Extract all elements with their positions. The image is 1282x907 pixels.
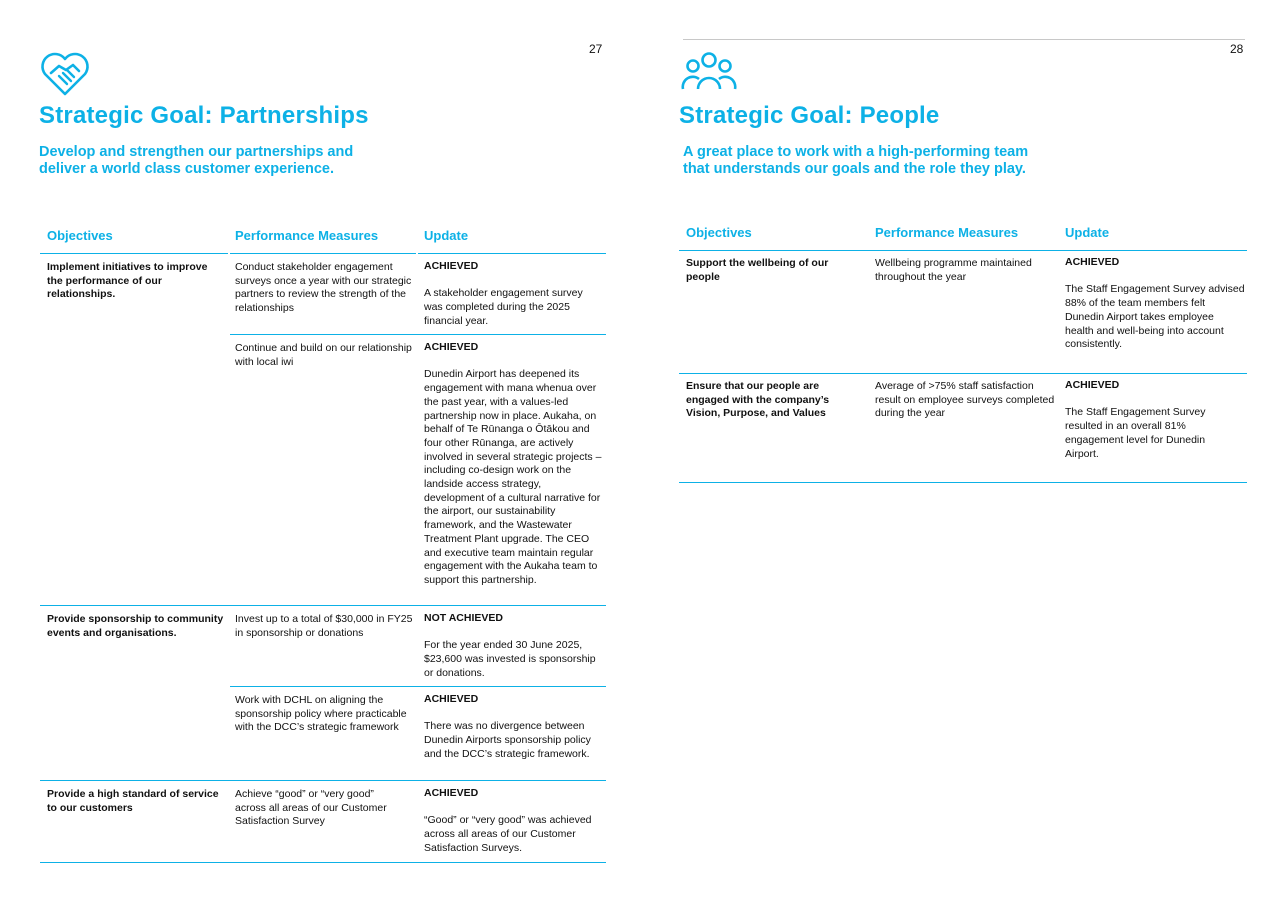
table-bottom-rule: [40, 862, 606, 863]
status-label: ACHIEVED: [424, 260, 479, 272]
row-divider: [679, 373, 1247, 374]
measure-cell: Achieve “good” or “very good” across all areas of our Customer Satisfaction Survey: [235, 788, 387, 828]
update-cell: [1065, 256, 1245, 352]
column-header-objectives: Objectives: [686, 225, 752, 240]
update-text: A stakeholder engagement survey was completed during the 2025 financial year.: [424, 287, 583, 327]
header-divider: [679, 250, 1247, 251]
page-title: Strategic Goal: People: [679, 102, 940, 129]
measure-cell: Wellbeing programme maintained throughout the year: [875, 257, 1032, 283]
objective-cell: Provide a high standard of service to our customers: [47, 788, 219, 814]
row-divider: [40, 605, 606, 606]
table-bottom-rule: [679, 482, 1247, 483]
status-label: ACHIEVED: [424, 787, 479, 799]
measure-cell: Work with DCHL on aligning the sponsorship policy where practicable with the DCC’s strategic framework: [235, 694, 407, 734]
status-label: ACHIEVED: [424, 341, 479, 353]
update-text: “Good” or “very good” was achieved across all areas of our Customer Satisfaction Surveys.: [424, 814, 592, 854]
column-header-measures: Performance Measures: [235, 228, 379, 243]
status-label: ACHIEVED: [1065, 256, 1120, 268]
row-divider: [230, 334, 606, 335]
update-text: The Staff Engagement Survey resulted in an overall 81% engagement level for Dunedin Airport.: [1065, 406, 1206, 460]
page-subtitle: Develop and strengthen our partnerships and deliver a world class customer experience.: [39, 144, 354, 177]
header-divider: [230, 253, 416, 254]
update-text: For the year ended 30 June 2025, $23,600 was invested is sponsorship or donations.: [424, 639, 596, 679]
page-top-rule: [683, 39, 1245, 40]
header-divider: [418, 253, 606, 254]
update-cell: [424, 612, 602, 681]
status-label: NOT ACHIEVED: [424, 612, 503, 624]
update-text: Dunedin Airport has deepened its engagement with mana whenua over the past year, with a values-led partnership now in place. Aukaha, on behalf of Te Rūnanga o Ōtākou and four other Rūnanga, are actively involved in several strategic projects – including co-design work on the landside access strategy, development of a cultural narrative for the airport, our sustainability framework, and the Wastewater Treatment Plant upgrade. The CEO and executive team maintain regular engagement with the Aukaha team to support this partnership.: [424, 368, 602, 586]
page-subtitle: A great place to work with a high-performing team that understands our goals and the role they play.: [683, 144, 1029, 177]
measure-cell: Average of >75% staff satisfaction result on employee surveys completed during the year: [875, 380, 1055, 420]
row-divider: [230, 686, 606, 687]
update-cell: [424, 693, 602, 762]
column-header-measures: Performance Measures: [875, 225, 1019, 240]
row-divider: [40, 780, 606, 781]
page-number: 27: [589, 42, 603, 56]
status-label: ACHIEVED: [1065, 379, 1120, 391]
status-label: ACHIEVED: [424, 693, 479, 705]
update-cell: [424, 341, 604, 588]
measure-cell: Conduct stakeholder engagement surveys once a year with our strategic partners to review the strength of the relationships: [235, 261, 412, 315]
objective-cell: Support the wellbeing of our people: [686, 257, 829, 283]
measure-cell: Continue and build on our relationship with local iwi: [235, 342, 412, 368]
update-text: There was no divergence between Dunedin Airports sponsorship policy and the DCC’s strategic framework.: [424, 720, 591, 760]
column-header-update: Update: [424, 228, 469, 243]
page-title: Strategic Goal: Partnerships: [39, 102, 369, 129]
right-page: [641, 0, 1282, 907]
measure-cell: Invest up to a total of $30,000 in FY25 in sponsorship or donations: [235, 613, 413, 639]
update-cell: [1065, 379, 1230, 461]
column-header-update: Update: [1065, 225, 1110, 240]
update-cell: [424, 260, 602, 329]
header-divider: [40, 253, 228, 254]
objective-cell: Provide sponsorship to community events and organisations.: [47, 613, 224, 639]
update-text: The Staff Engagement Survey advised 88% of the team members felt Dunedin Airport takes employee health and well-being into account consistently.: [1065, 283, 1245, 351]
page-number: 28: [1230, 42, 1244, 56]
column-header-objectives: Objectives: [47, 228, 113, 243]
objective-cell: Implement initiatives to improve the performance of our relationships.: [47, 261, 208, 301]
heart-handshake-icon: [39, 51, 91, 102]
objective-cell: Ensure that our people are engaged with the company’s Vision, Purpose, and Values: [686, 380, 830, 420]
people-group-icon: [681, 51, 737, 96]
update-cell: [424, 787, 602, 856]
